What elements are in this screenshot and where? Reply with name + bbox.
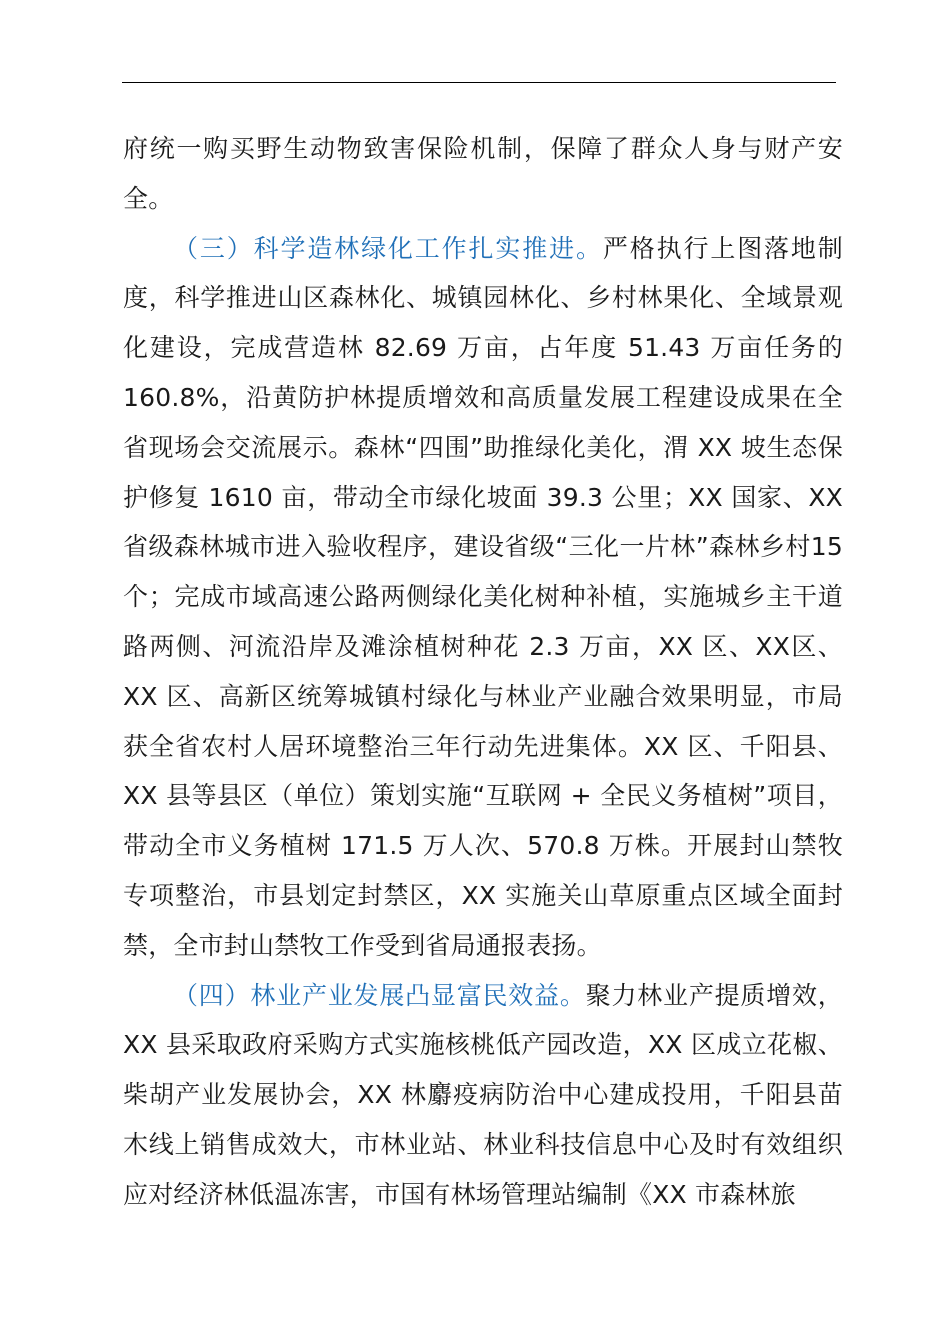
header-rule xyxy=(122,82,836,83)
paragraph-section-4 xyxy=(123,971,843,1220)
paragraph-section-3 xyxy=(123,224,843,971)
paragraph-continuation xyxy=(123,124,843,224)
paragraph-body: 府统一购买野生动物致害保险机制，保障了群众人身与财产安全。 xyxy=(123,134,843,213)
paragraph-body: 聚力林业产提质增效，XX 县采取政府采购方式实施核桃低产园改造，XX 区成立花椒、柴胡产业发展协会，XX 林麝疫病防治中心建成投用，千阳县苗木线上销售成效大，市林业站、林业科技信息中心及时有效组织应对经济林低温冻害，市国有林场管理站编制《XX 市森林旅 xyxy=(123,980,843,1209)
paragraph-body: 严格执行上图落地制度，科学推进山区森林化、城镇园林化、乡村林果化、全域景观化建设，完成营造林 82.69 万亩，占年度 51.43 万亩任务的160.8%，沿黄防护林提质增效和高质量发展工程建设成果在全省现场会交流展示。森林“四围”助推绿化美化，渭 XX 坡生态保护修复 1610 亩，带动全市绿化坡面 39.3 公里；XX 国家、XX省级森林城市进入验收程序，建设省级“三化一片林”森林乡村15 个；完成市域高速公路两侧绿化美化树种补植，实施城乡主干道路两侧、河流沿岸及滩涂植树种花 2.3 万亩，XX 区、XX区、XX 区、高新区统筹城镇村绿化与林业产业融合效果明显，市局获全省农村人居环境整治三年行动先进集体。XX 区、千阳县、XX 县等县区（单位）策划实施“互联网 + 全民义务植树”项目，带动全市义务植树 171.5 万人次、570.8 万株。开展封山禁牧专项整治，市县划定封禁区，XX 实施关山草原重点区域全面封禁，全市封山禁牧工作受到省局通报表扬。 xyxy=(123,233,843,960)
section-heading: （三）科学造林绿化工作扎实推进。 xyxy=(173,233,603,263)
document-body xyxy=(123,124,843,1220)
section-heading: （四）林业产业发展凸显富民效益。 xyxy=(173,980,586,1010)
